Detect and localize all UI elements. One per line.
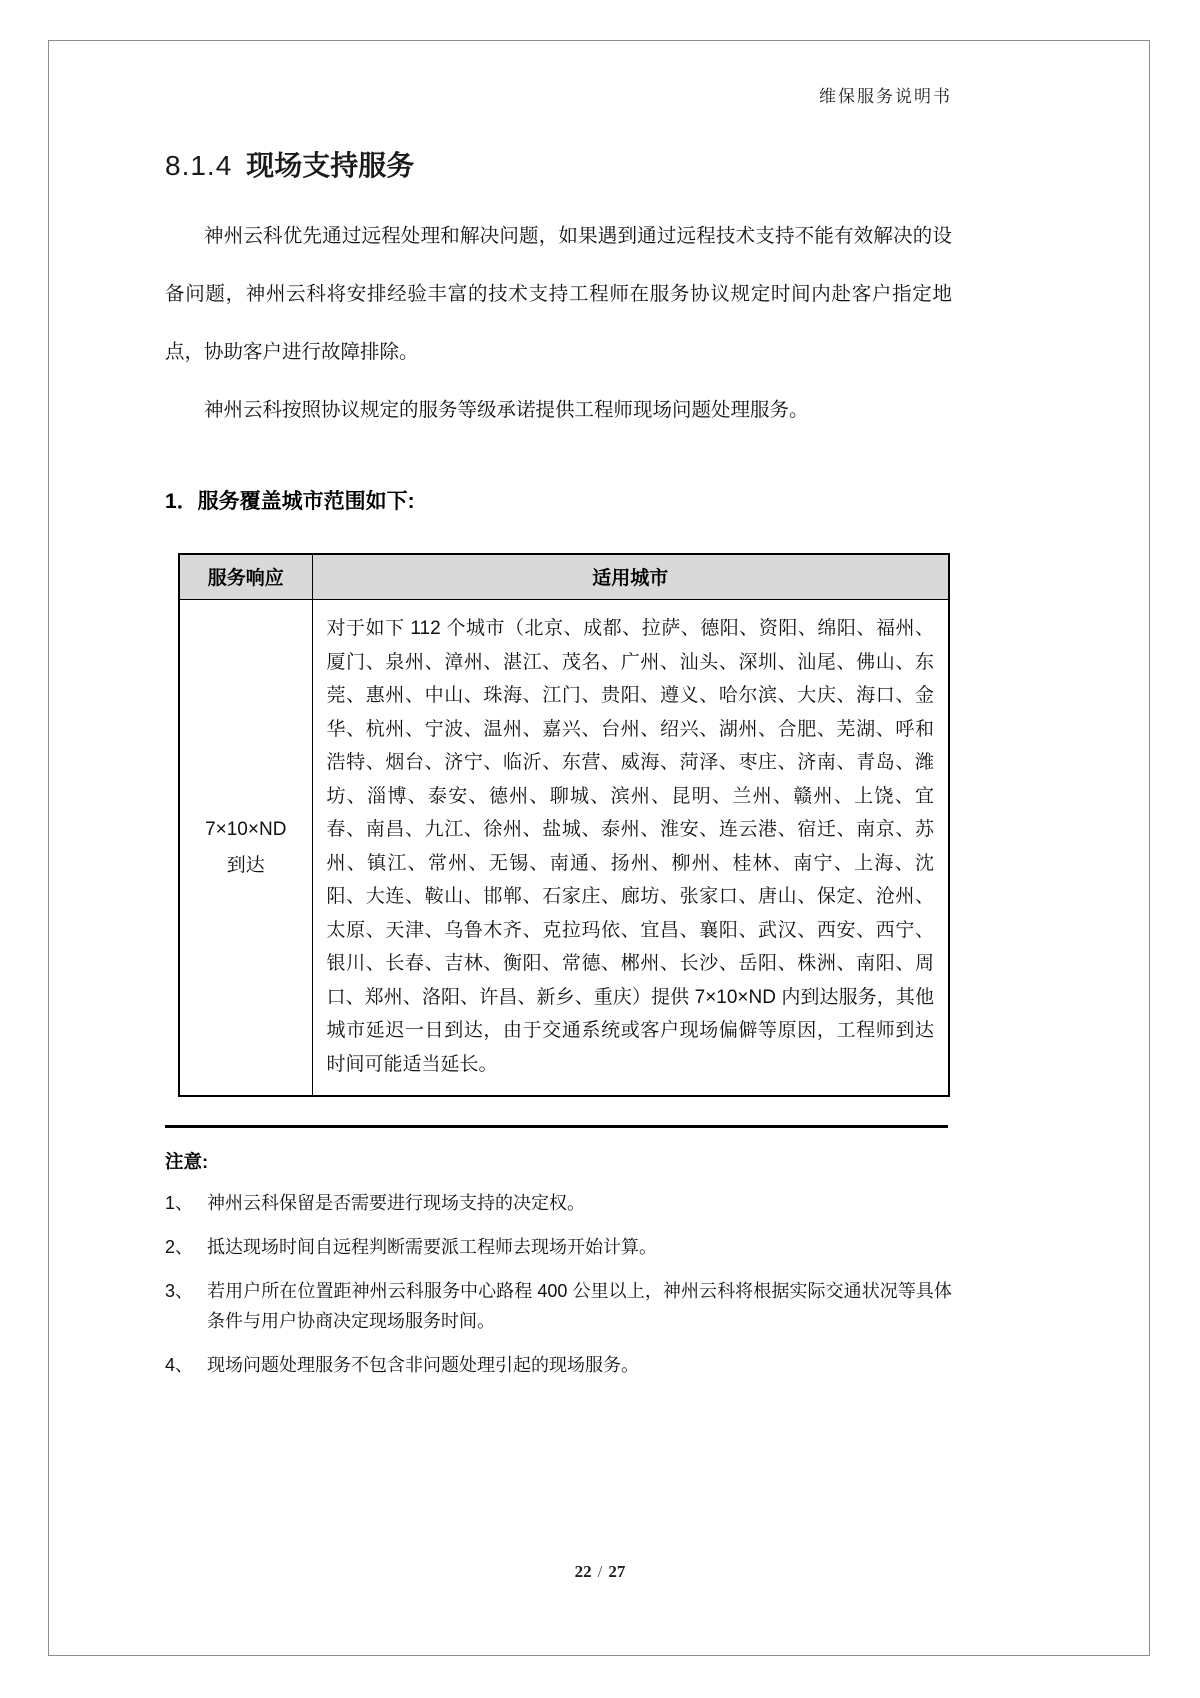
- response-arrival: 到达: [226, 854, 265, 876]
- cities-text: 对于如下 112 个城市（北京、成都、拉萨、德阳、资阳、绵阳、福州、厦门、泉州、漳州、湛江、茂名、广州、汕头、深圳、汕尾、佛山、东莞、惠州、中山、珠海、江门、贵阳、遵义、哈尔滨、大庆、海口、金华、杭州、宁波、温州、嘉兴、台州、绍兴、湖州、合肥、芜湖、呼和浩特、烟台、济宁、临沂、东营、威海、菏泽、枣庄、济南、青岛、潍坊、淄博、泰安、德州、聊城、滨州、昆明、兰州、赣州、上饶、宜春、南昌、九江、徐州、盐城、泰州、淮安、连云港、宿迁、南京、苏州、镇江、常州、无锡、南通、扬州、柳州、桂林、南宁、上海、沈阳、大连、鞍山、邯郸、石家庄、廊坊、张家口、唐山、保定、沧州、太原、天津、乌鲁木齐、克拉玛依、宜昌、襄阳、武汉、西安、西宁、银川、长春、吉林、衡阳、常德、郴州、长沙、岳阳、株洲、南阳、周口、郑州、洛阳、许昌、新乡、重庆）提供 7×10×ND 内到达服务，其他城市延迟一日到达，由于交通系统或客户现场偏僻等原因，工程师到达时间可能适当延长。: [326, 618, 934, 1075]
- notes-heading: 注意:: [165, 1151, 209, 1173]
- table-header-row: [179, 554, 949, 600]
- note-number: 2、: [165, 1237, 194, 1258]
- note-number: 4、: [165, 1355, 194, 1376]
- note-item: [165, 1350, 952, 1380]
- page-number-current: 22: [574, 1562, 592, 1581]
- page-content: [48, 40, 1152, 1380]
- section-heading: [165, 149, 952, 183]
- paragraph-intro: 神州云科优先通过远程处理和解决问题，如果遇到通过远程技术支持不能有效解决的设备问题，神州云科将安排经验丰富的技术支持工程师在服务协议规定时间内赴客户指定地点，协助客户进行故障排除。: [165, 224, 952, 363]
- col-header-applicable-cities: 适用城市: [312, 554, 949, 600]
- cities-cell: [312, 600, 949, 1097]
- note-item: [165, 1188, 952, 1218]
- paragraph-commitment: 神州云科按照协议规定的服务等级承诺提供工程师现场问题处理服务。: [204, 398, 809, 421]
- note-text: 现场问题处理服务不包含非问题处理引起的现场服务。: [207, 1355, 639, 1376]
- note-number: 3、: [165, 1281, 194, 1302]
- note-text: 抵达现场时间自远程判断需要派工程师去现场开始计算。: [207, 1237, 657, 1258]
- note-number: 1、: [165, 1193, 194, 1214]
- response-level: 7×10×ND: [205, 818, 287, 840]
- note-item: [165, 1232, 952, 1262]
- note-item: [165, 1276, 952, 1336]
- divider-rule: [165, 1125, 948, 1128]
- doc-header-title: 维保服务说明书: [819, 87, 952, 106]
- coverage-list-heading: 1．服务覆盖城市范围如下:: [165, 489, 415, 513]
- notes-list: [165, 1188, 952, 1380]
- service-coverage-table: [178, 553, 950, 1098]
- table-body-row: [179, 600, 949, 1097]
- page-number-total: 27: [608, 1562, 626, 1581]
- page-footer: [0, 1562, 1200, 1582]
- response-cell: [179, 600, 312, 1097]
- col-header-service-response: 服务响应: [179, 554, 312, 600]
- note-text: 神州云科保留是否需要进行现场支持的决定权。: [207, 1193, 585, 1214]
- note-text: 若用户所在位置距神州云科服务中心路程 400 公里以上，神州云科将根据实际交通状况等具体条件与用户协商决定现场服务时间。: [207, 1281, 952, 1332]
- page-number-separator: /: [597, 1562, 603, 1581]
- section-number: 8.1.4: [165, 150, 233, 181]
- section-title: 现场支持服务: [246, 150, 415, 181]
